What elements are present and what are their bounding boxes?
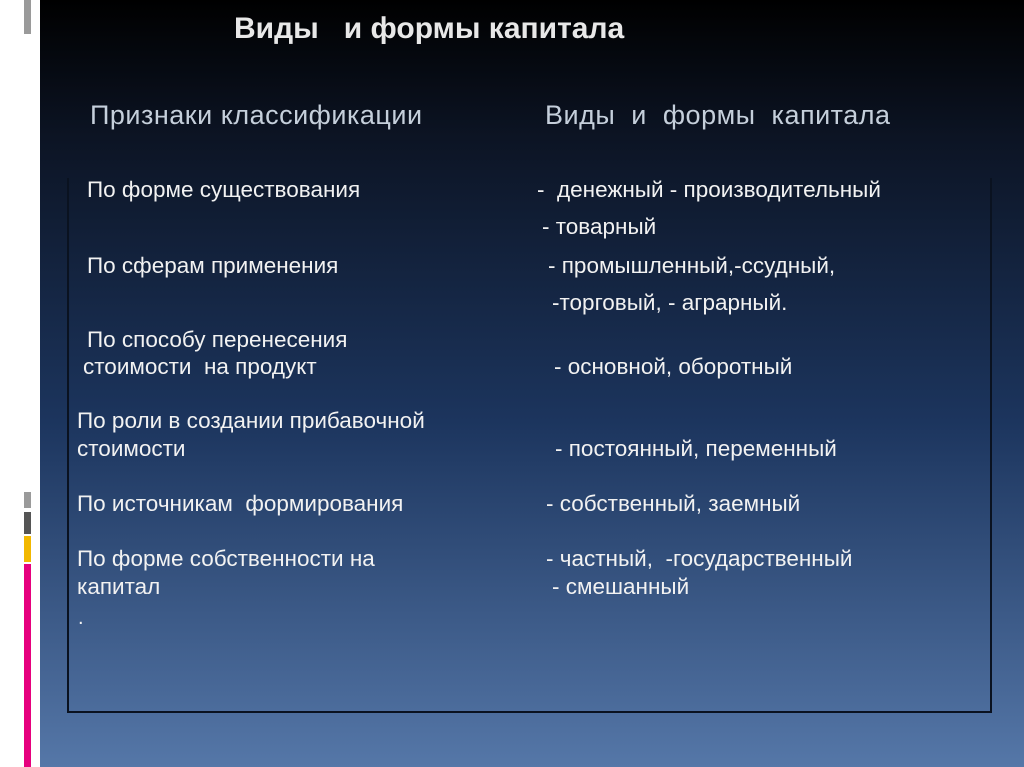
- left-accent-strip: [0, 0, 40, 767]
- criterion-sources: По источникам формирования: [77, 491, 404, 516]
- header-criteria: Признаки классификации: [90, 100, 423, 130]
- criterion-sphere: По сферам применения: [87, 253, 339, 278]
- criterion-surplus-line2: стоимости: [77, 436, 186, 461]
- criterion-surplus-line1: По роли в создании прибавочной: [77, 408, 425, 433]
- trailing-mark: .: [78, 607, 84, 629]
- types-sphere-cont: -торговый, - аграрный.: [552, 290, 788, 315]
- accent-bar-darkgray: [24, 512, 31, 534]
- criterion-transfer-line1: По способу перенесения: [87, 327, 348, 352]
- criterion-ownership-line2: капитал: [77, 574, 161, 599]
- types-surplus: - постоянный, переменный: [555, 436, 837, 461]
- header-types: Виды и формы капитала: [545, 100, 891, 130]
- accent-bar-pink: [24, 564, 31, 767]
- criterion-form-existence: По форме существования: [87, 177, 361, 202]
- types-transfer: - основной, оборотный: [554, 354, 793, 379]
- types-sources: - собственный, заемный: [546, 491, 801, 516]
- types-form-existence: - денежный - производительный: [537, 177, 881, 202]
- slide: [40, 0, 1024, 767]
- slide-title: Виды и формы капитала: [234, 12, 625, 45]
- types-form-existence-cont: - товарный: [542, 214, 657, 239]
- criterion-ownership-line1: По форме собственности на: [77, 546, 375, 571]
- accent-bar-yellow: [24, 536, 31, 562]
- accent-bar-gray-mid: [24, 492, 31, 508]
- criterion-transfer-line2: стоимости на продукт: [83, 354, 317, 379]
- types-ownership: - частный, -государственный: [546, 546, 853, 571]
- types-sphere: - промышленный,-ссудный,: [548, 253, 836, 278]
- types-ownership-cont: - смешанный: [552, 574, 690, 599]
- accent-bar-gray-top: [24, 0, 31, 34]
